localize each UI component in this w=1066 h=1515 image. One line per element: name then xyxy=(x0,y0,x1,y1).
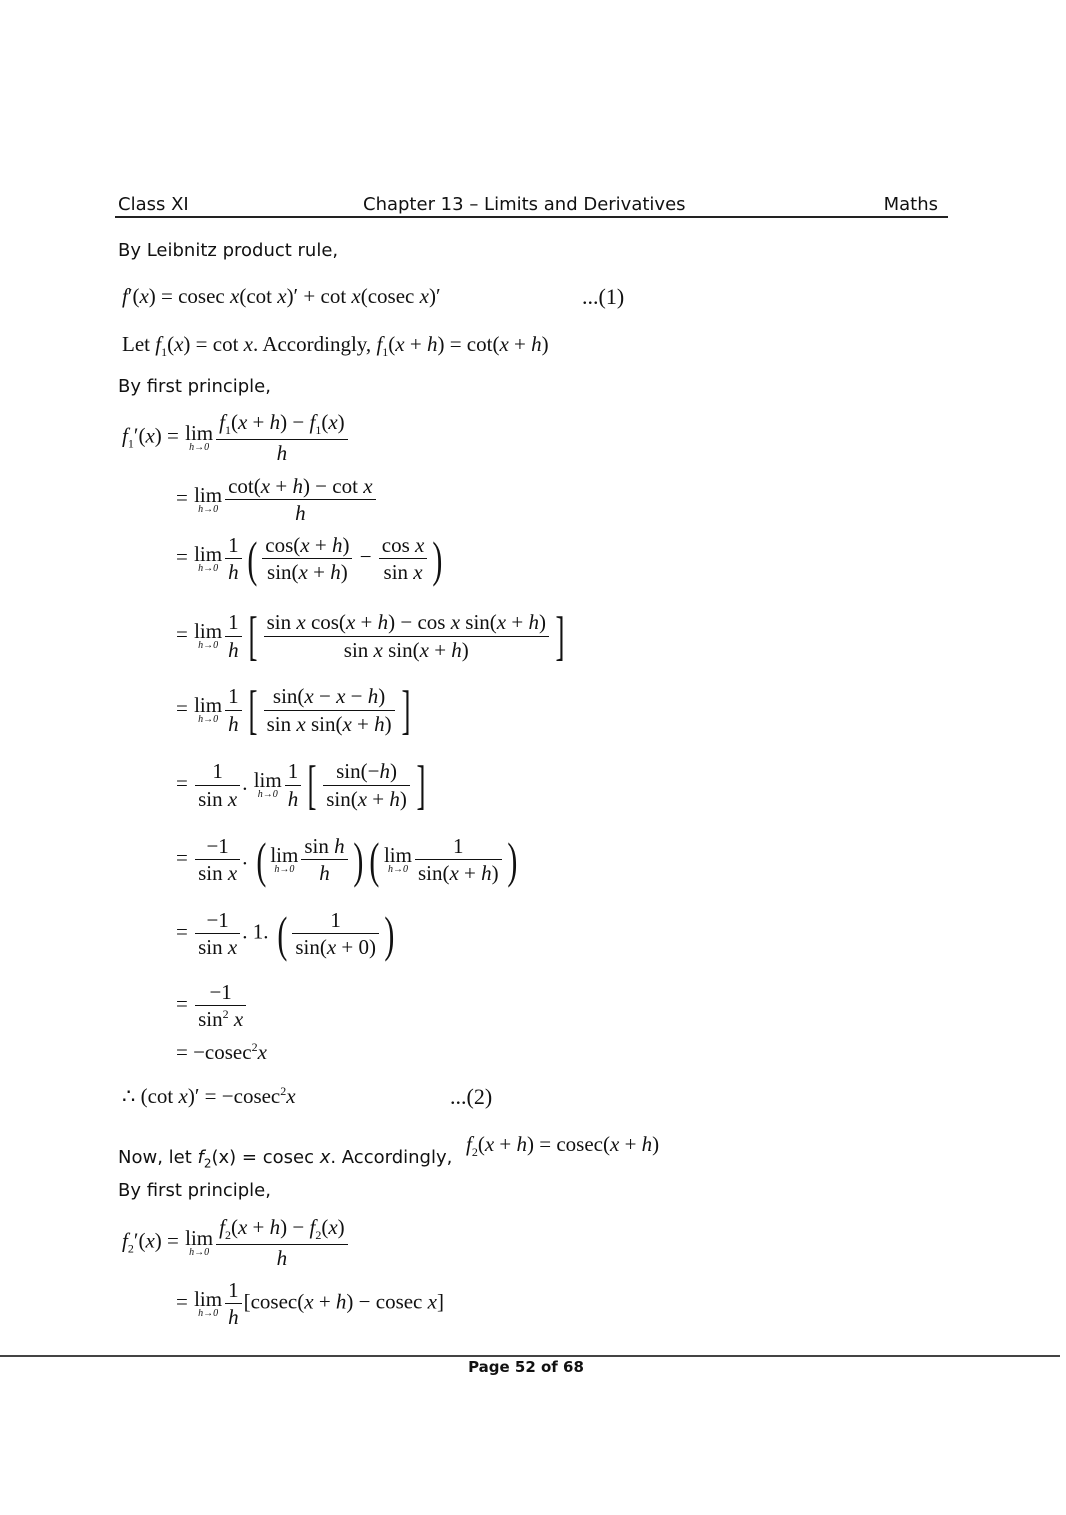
leibniz-text: By Leibnitz product rule, xyxy=(118,240,339,261)
f2-derivation-step-1: $f_2'(x) = \lim$ h→0 $\frac{f_2(x + h) - f_2(x)}{h}$ xyxy=(122,1215,350,1270)
derivation-step-6: = $\frac{1}{\text{sin x}}$ . lim h→0 $\frac{1}{h}$ [ $\frac{\sin(-h)}{\sin(x + h)}$ ] xyxy=(176,755,426,815)
f2-derivation-step-2: = lim h→0 $\frac{1}{h}$ [cosec(x + h) − cosec x] xyxy=(176,1278,444,1330)
now-let-arg: (x) xyxy=(211,1147,237,1168)
page-number: Page 52 of 68 xyxy=(468,1358,584,1376)
now-let-f: f xyxy=(197,1147,204,1168)
first-principle-text: By first principle, xyxy=(118,376,271,397)
equation-tag-1: ...(1) xyxy=(582,284,625,309)
now-let-sub: 2 xyxy=(203,1156,212,1171)
now-let-rest: = cosec xyxy=(236,1147,320,1168)
header-subject: Maths xyxy=(883,194,938,215)
equation-tag-2: ...(2) xyxy=(450,1084,493,1109)
f2-accordingly-math: $f_2(x + h) = cosec(x + h)$ xyxy=(466,1132,660,1160)
derivation-step-3: = lim h→0 $\frac{1}{h}$ ( $\frac{\cos(x + h)}{\sin(x + h)}$ − $\frac{\text{cos x}}{\text{sin x}}$ ) xyxy=(176,530,443,587)
header-chapter: Chapter 13 – Limits and Derivatives xyxy=(363,194,686,215)
derivation-step-10: = −cosec$^2$x xyxy=(176,1040,267,1064)
derivation-step-7: = $\frac{-1}{\text{sin x}}$ . ( lim h→0 $\frac{\text{sin h}}{h}$ ) ( lim h→0 $\frac{1}{\sin(x + h)}$ ) xyxy=(176,831,517,888)
now-let-end: . Accordingly, xyxy=(330,1147,453,1168)
equation-product-rule: f′(x) = cosec x(cot x)′ + cot x(cosec x)′ xyxy=(122,284,441,308)
derivation-step-4: = lim h→0 $\frac{1}{h}$ [ $\frac{\text{sin x cos(x + h) − cos x sin(x + h)}}{\text{sin x sin(x + h)}}$ ] xyxy=(176,606,565,666)
derivation-step-9: = $\frac{-1}{\sin^2 x}$ xyxy=(176,980,248,1031)
footer-rule xyxy=(0,1355,1060,1357)
derivation-step-5: = lim h→0 $\frac{1}{h}$ [ $\frac{\sin(x - x - h)}{\text{sin x sin(x + h)}}$ ] xyxy=(176,680,411,740)
first-principle-text-2: By first principle, xyxy=(118,1180,271,1201)
let-f1-line: Let $f_1(x) = \cot x$. Accordingly, $f_1(x + h) = \cot(x + h)$ xyxy=(122,332,549,360)
now-let-x: x xyxy=(319,1147,331,1168)
derivation-step-1: $f_1'(x) = \lim$ h→0 $\frac{f_1(x + h) - f_1(x)}{h}$ xyxy=(122,410,350,465)
header-class: Class XI xyxy=(118,194,189,215)
now-let-prefix: Now, let xyxy=(118,1147,198,1168)
now-let-f2-line xyxy=(118,1147,452,1171)
derivation-step-2: = lim h→0 $\frac{\text{cot(x + h) − cot x}}{h}$ xyxy=(176,474,378,525)
result-cot-derivative: ∴ (cot x)′ = −cosec$^2$x xyxy=(122,1084,296,1108)
derivation-step-8: = $\frac{-1}{\text{sin x}}$ . 1. ( $\frac{1}{\sin(x + 0)}$ ) xyxy=(176,905,395,962)
page-header xyxy=(115,192,948,218)
